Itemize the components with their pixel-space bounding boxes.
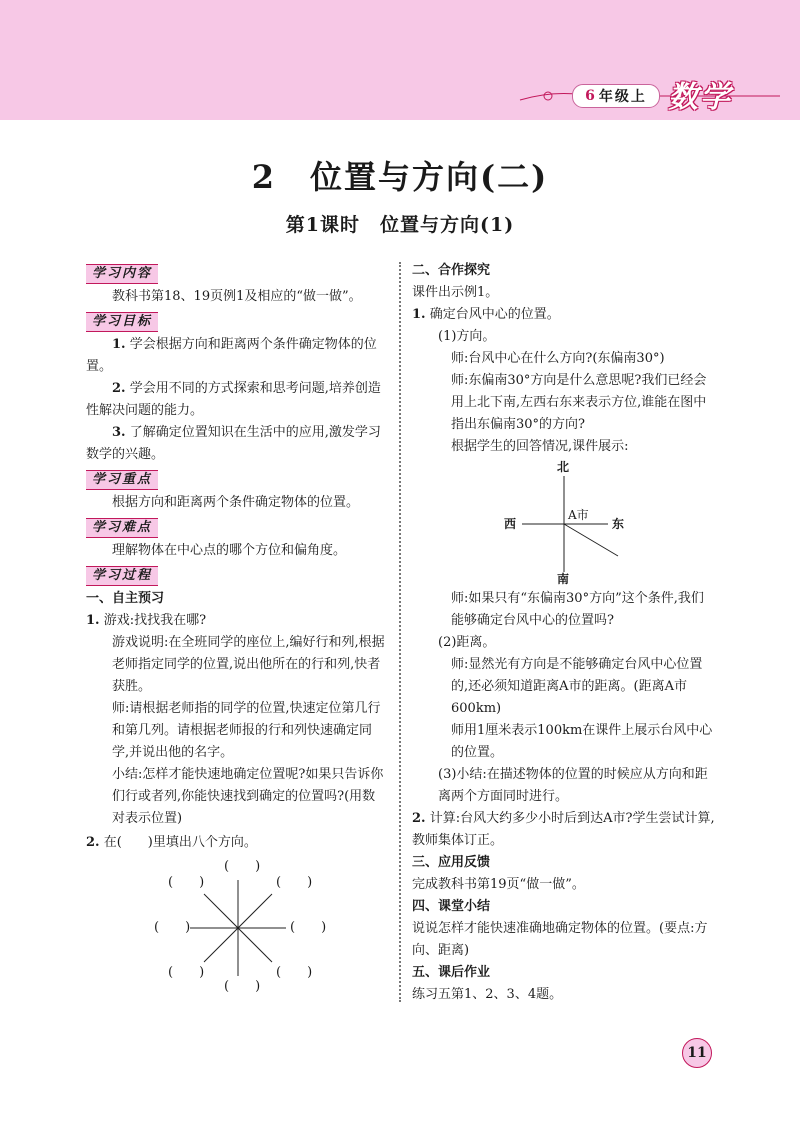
direction-paragraph: 师:东偏南30°方向是什么意思呢?我们已经会用上北下南,左西右东来表示方位,谁能在图中指出东偏南30°的方向? (451, 373, 707, 432)
calc-item (412, 808, 716, 852)
chapter-title: 2 位置与方向(二) (251, 158, 549, 196)
distance-paragraph: 师用1厘米表示100km在课件上展示台风中心的位置。 (451, 723, 713, 760)
grade-text: 年级上 (598, 89, 647, 105)
goal-text: 了解确定位置知识在生活中的应用,激发学习数学的兴趣。 (86, 425, 381, 462)
subject-logo: 数学 (668, 80, 732, 115)
difficulty-text: 理解物体在中心点的哪个方位和偏角度。 (112, 543, 347, 558)
goal-number: 3. (112, 425, 126, 440)
header-band (0, 0, 800, 120)
section-heading-3: 三、应用反馈 (412, 855, 491, 870)
item-text: 在( )里填出八个方向。 (103, 835, 257, 850)
grade-number: 6 (585, 88, 597, 104)
compass-center-label: A市 (568, 508, 589, 522)
goal-text: 学会根据方向和距离两个条件确定物体的位置。 (86, 337, 377, 374)
game-item (86, 610, 386, 632)
column-divider (399, 262, 401, 1002)
difficulty-tag: 学习难点 (86, 518, 158, 538)
subheading-distance: (2)距离。 (438, 635, 496, 650)
section-heading-2: 二、合作探究 (412, 263, 491, 278)
goal-item (86, 422, 386, 466)
content-tag: 学习内容 (86, 264, 158, 284)
item-number: 1. (86, 613, 100, 628)
goals-tag: 学习目标 (86, 312, 158, 332)
section-heading-1: 一、自主预习 (86, 591, 165, 606)
goal-item (86, 334, 386, 378)
section-heading-4: 四、课堂小结 (412, 899, 491, 914)
direction-paragraph: 师:台风中心在什么方向?(东偏南30°) (451, 351, 665, 366)
compass-diagram (412, 460, 716, 586)
compass-south-label: 南 (557, 572, 570, 586)
eight-direction-diagram (86, 858, 386, 996)
item-number: 2. (412, 811, 426, 826)
section5-text: 练习五第1、2、3、4题。 (412, 987, 563, 1002)
goal-item (86, 378, 386, 422)
key-text: 根据方向和距离两个条件确定物体的位置。 (112, 495, 360, 510)
right-column (412, 260, 716, 1006)
left-column (86, 260, 386, 996)
goal-number: 1. (112, 337, 126, 352)
grade-badge (572, 84, 660, 108)
direction-blank-south[interactable]: ( ) (224, 979, 261, 994)
item-number: 2. (86, 835, 100, 850)
intro-text: 课件出示例1。 (412, 285, 499, 300)
item-text: 计算:台风大约多少小时后到达A市?学生尝试计算,教师集体订正。 (412, 811, 715, 848)
section3-text: 完成教科书第19页“做一做”。 (412, 877, 585, 892)
item-title: 确定台风中心的位置。 (429, 307, 560, 322)
compass-west-label: 西 (504, 517, 517, 531)
direction-blank-west[interactable]: ( ) (154, 920, 191, 935)
lesson-title: 第1课时 位置与方向(1) (285, 214, 515, 236)
content-text: 教科书第18、19页例1及相应的“做一做”。 (112, 289, 362, 304)
page-number: 11 (682, 1038, 712, 1068)
direction-blank-southeast[interactable]: ( ) (276, 965, 313, 980)
direction-blank-east[interactable]: ( ) (290, 920, 327, 935)
item-number: 1. (412, 307, 426, 322)
direction-question: 师:如果只有“东偏南30°方向”这个条件,我们能够确定台风中心的位置吗? (451, 591, 704, 628)
subheading-direction: (1)方向。 (438, 329, 496, 344)
item-title: 游戏:找找我在哪? (103, 613, 207, 628)
compass-lines (412, 464, 716, 584)
process-tag: 学习过程 (86, 566, 158, 586)
direction-paragraph: 根据学生的回答情况,课件展示: (451, 439, 629, 454)
typhoon-item (412, 304, 716, 326)
game-paragraph: 游戏说明:在全班同学的座位上,编好行和列,根据老师指定同学的位置,说出他所在的行和列,快者获胜。 (112, 635, 385, 694)
section4-text: 说说怎样才能快速准确地确定物体的位置。(要点:方向、距离) (412, 921, 708, 958)
direction-blank-northeast[interactable]: ( ) (276, 875, 313, 890)
compass-north-label: 北 (557, 460, 570, 474)
goal-number: 2. (112, 381, 126, 396)
direction-blank-northwest[interactable]: ( ) (168, 875, 205, 890)
compass-east-label: 东 (612, 517, 625, 531)
distance-paragraph: 师:显然光有方向是不能够确定台风中心位置的,还必须知道距离A市的距离。(距离A市600km) (451, 657, 703, 716)
game-paragraph: 师:请根据老师指的同学的位置,快速定位第几行和第几列。请根据老师报的行和列快速确定同学,并说出他的名字。 (112, 701, 381, 760)
direction-lines (86, 858, 386, 996)
direction-blank-southwest[interactable]: ( ) (168, 965, 205, 980)
section-heading-5: 五、课后作业 (412, 965, 491, 980)
key-tag: 学习重点 (86, 470, 158, 490)
goal-text: 学会用不同的方式探索和思考问题,培养创造性解决问题的能力。 (86, 381, 381, 418)
summary-paragraph: (3)小结:在描述物体的位置的时候应从方向和距离两个方面同时进行。 (438, 767, 708, 804)
direction-blank-north[interactable]: ( ) (224, 859, 261, 874)
fill-direction-item (86, 832, 386, 854)
game-paragraph: 小结:怎样才能快速地确定位置呢?如果只告诉你们行或者列,你能快速找到确定的位置吗?(用数对表示位置) (112, 767, 384, 826)
